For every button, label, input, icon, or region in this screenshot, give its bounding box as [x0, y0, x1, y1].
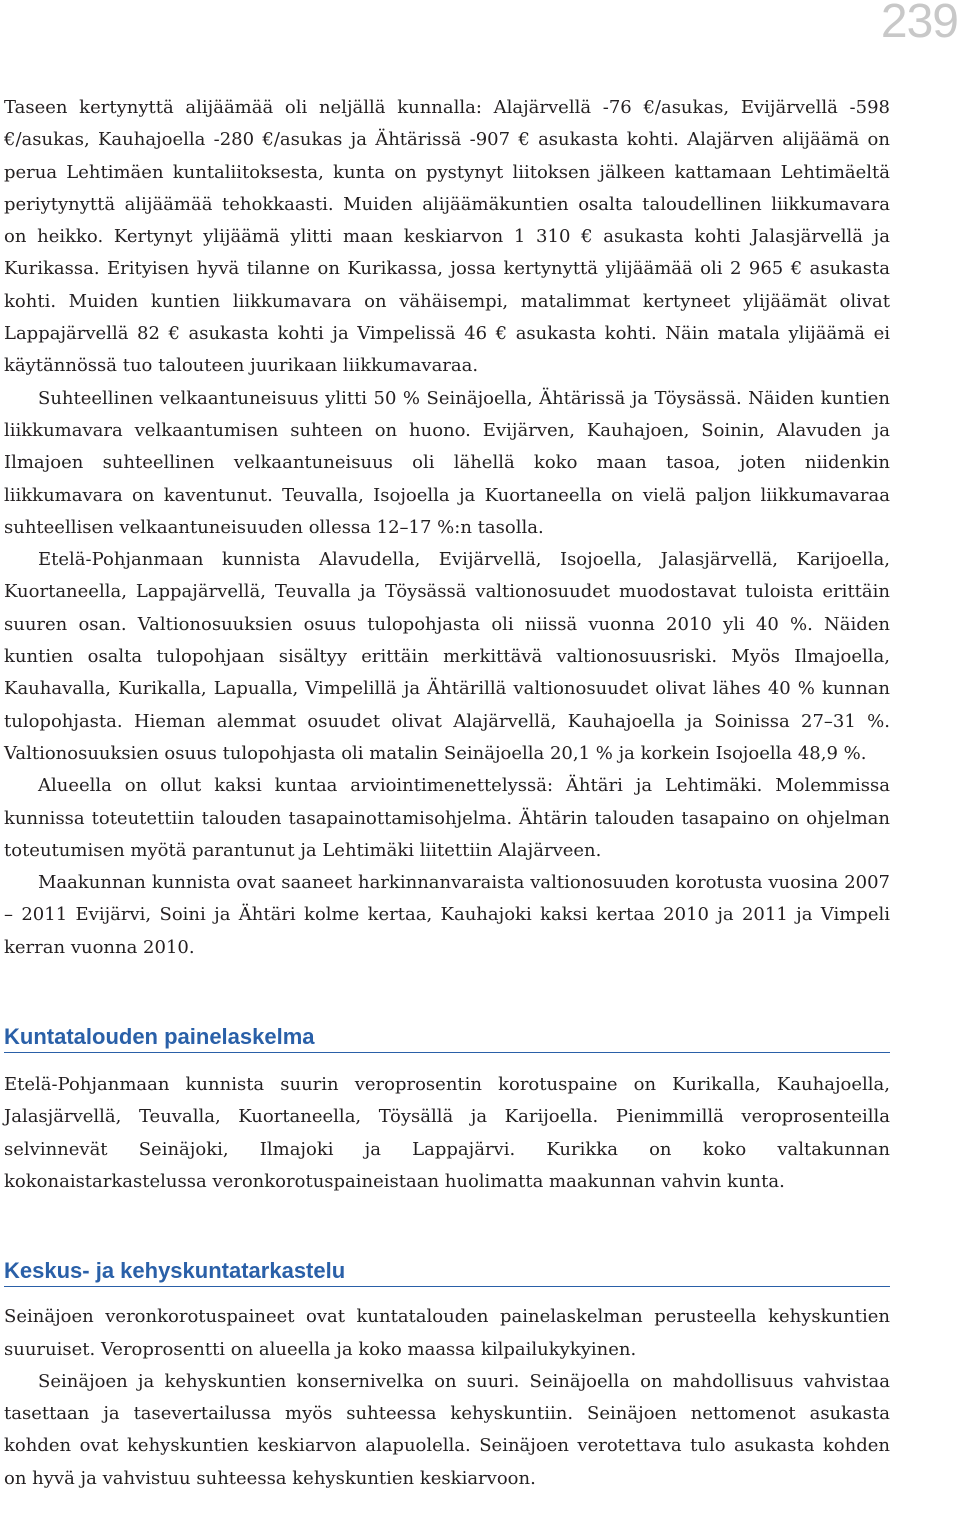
section-heading-keskus-kehys: Keskus- ja kehyskuntatarkastelu [4, 1258, 890, 1287]
paragraph-5: Maakunnan kunnista ovat saaneet harkinnanvaraista valtionosuuden korotusta vuosina 2007 – 2011 Evijärvi, Soini ja Ähtäri kolme kertaa, Kauhajoki kaksi kertaa 2010 ja 2011 ja Vimpeli kerran vuonna 2010. [4, 872, 890, 958]
paragraph-4: Alueella on ollut kaksi kuntaa arviointimenettelyssä: Ähtäri ja Lehtimäki. Molemmissa kunnissa toteutettiin talouden tasapainottamisohjelma. Ähtärin talouden tasapaino on ohjelman toteutumisen myötä parantunut ja Lehtimäki liitettiin Alajärveen. [4, 775, 890, 861]
paragraph-1: Taseen kertynyttä alijäämää oli neljällä kunnalla: Alajärvellä -76 €/asukas, Evijärvellä -598 €/asukas, Kauhajoella -280 €/asukas ja Ähtärissä -907 € asukasta kohti. Alajärven alijäämä on perua Lehtimäen kuntaliitoksesta, kunta on pystynyt liitoksen jälkeen kattamaan Lehtimäeltä periytynyttä alijäämää tehokkaasti. Muiden alijäämäkuntien osalta taloudellinen liikkumavara on heikko. Kertynyt ylijäämä ylitti maan keskiarvon 1 310 € asukasta kohti Jalasjärvellä ja Kurikassa. Erityisen hyvä tilanne on Kurikassa, jossa kertynyttä ylijäämää oli 2 965 € asukasta kohti. Muiden kuntien liikkumavara on vähäisempi, matalimmat kertyneet ylijäämät olivat Lappajärvellä 82 € asukasta kohti ja Vimpelissä 46 € asukasta kohti. Näin matala ylijäämä ei käytännössä tuo talouteen juurikaan liikkumavaraa. [4, 97, 890, 377]
section1-paragraph-1: Etelä-Pohjanmaan kunnista suurin veroprosentin korotuspaine on Kurikalla, Kauhajoella, Jalasjärvellä, Teuvalla, Kuortaneella, Töysällä ja Karijoella. Pienimmillä veroprosenteilla selvinnevät Seinäjoki, Ilmajoki ja Lappajärvi. Kurikka on koko valtakunnan kokonaistarkastelussa veronkorotuspaineistaan huolimatta maakunnan vahvin kunta. [4, 1074, 890, 1192]
section2-paragraph-1: Seinäjoen veronkorotuspaineet ovat kuntatalouden painelaskelman perusteella kehyskuntien suuruiset. Veroprosentti on alueella ja koko maassa kilpailukykyinen. [4, 1306, 890, 1360]
paragraph-2: Suhteellinen velkaantuneisuus ylitti 50 % Seinäjoella, Ähtärissä ja Töysässä. Näiden kuntien liikkumavara velkaantumisen suhteen on huono. Evijärven, Kauhajoen, Soinin, Alavuden ja Ilmajoen suhteellinen velkaantuneisuus oli lähellä koko maan tasoa, joten niidenkin liikkumavara on kaventunut. Teuvalla, Isojoella ja Kuortaneella on vielä paljon liikkumavaraa suhteellisen velkaantuneisuuden ollessa 12–17 %:n tasolla. [4, 387, 890, 538]
page-number: 239 [880, 0, 958, 48]
section2-paragraph-2: Seinäjoen ja kehyskuntien konsernivelka on suuri. Seinäjoella on mahdollisuus vahvistaa tasettaan ja tasevertailussa myös suhteessa kehyskuntiin. Seinäjoen nettomenot asukasta kohden ovat kehyskuntien keskiarvon alapuolella. Seinäjoen verotettava tulo asukasta kohden on hyvä ja vahvistuu suhteessa kehyskuntien keskiarvoon. [4, 1370, 890, 1489]
section-heading-painelaskelma: Kuntatalouden painelaskelma [4, 1024, 890, 1053]
page-content [4, 92, 890, 1495]
paragraph-3: Etelä-Pohjanmaan kunnista Alavudella, Evijärvellä, Isojoella, Jalasjärvellä, Karijoella, Kuortaneella, Lappajärvellä, Teuvalla ja Töysässä valtionosuudet muodostavat tuloista erittäin suuren osan. Valtionosuuksien osuus tulopohjasta oli niissä vuonna 2010 yli 40 %. Näiden kuntien osalta tulopohjaan sisältyy erittäin merkittävä valtionosuusriski. Myös Ilmajoella, Kauhavalla, Kurikalla, Lapualla, Vimpelillä ja Ähtärillä valtionosuudet olivat lähes 40 % kunnan tulopohjasta. Hieman alemmat osuudet olivat Alajärvellä, Kauhajoella ja Soinissa 27–31 %. Valtionosuuksien osuus tulopohjasta oli matalin Seinäjoella 20,1 % ja korkein Isojoella 48,9 %. [4, 549, 890, 764]
